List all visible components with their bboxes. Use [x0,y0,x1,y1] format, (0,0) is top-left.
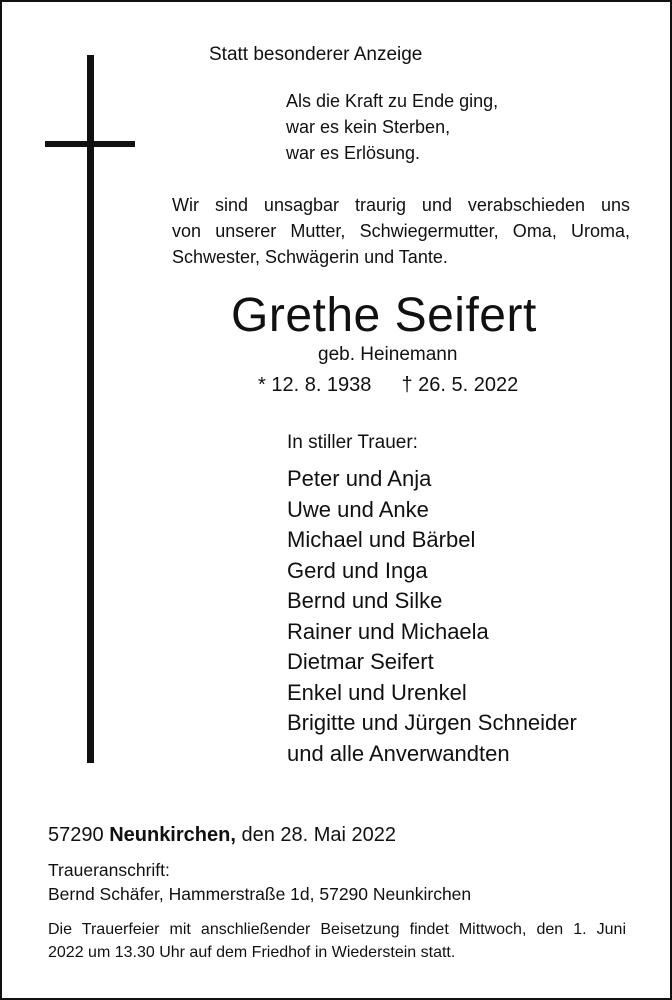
announcement-line: Schwester, Schwägerin und Tante. [172,247,448,267]
mourner-item: Uwe und Anke [287,496,429,522]
deceased-name: Grethe Seifert [231,289,537,342]
mourner-item: Gerd und Inga [287,557,428,583]
verse-line: war es Erlösung. [286,143,421,163]
mourner-item: Bernd und Silke [287,588,443,613]
mourner-item: Michael und Bärbel [287,527,476,552]
address-label: Traueranschrift: [48,860,170,880]
notice-header: Statt besonderer Anzeige [209,44,423,65]
cross-vertical-bar [87,55,94,763]
funeral-line: Die Trauerfeier mit anschließender Beisetzung findet Mittwoch, den 1. Juni [48,921,626,938]
place-name: Neunkirchen, [109,824,236,846]
life-dates [258,374,518,397]
funeral-line: 2022 um 13.30 Uhr auf dem Friedhof in Wiederstein statt. [48,944,456,961]
mourner-item: und alle Anverwandten [287,740,510,766]
mourning-address: Bernd Schäfer, Hammerstraße 1d, 57290 Neunkirchen [48,884,472,904]
death-date: † 26. 5. 2022 [401,374,519,396]
announcement-line: Wir sind unsagbar traurig und verabschieden uns [172,195,630,215]
mourner-item: Dietmar Seifert [287,649,434,674]
memorial-verse [286,88,498,166]
cross-horizontal-bar [45,141,135,147]
postal-code: 57290 [48,824,104,846]
funeral-info [48,918,626,964]
announcement-line: von unserer Mutter, Schwiegermutter, Oma, Uroma, [172,221,630,241]
notice-date: den 28. Mai 2022 [241,824,397,846]
mourner-item: Peter und Anja [287,466,432,491]
mourning-label: In stiller Trauer: [287,432,418,453]
verse-line: war es kein Sterben, [286,117,451,137]
mourner-item: Brigitte und Jürgen Schneider [287,710,577,735]
birth-date: * 12. 8. 1938 [258,374,372,396]
place-date-line [48,824,396,847]
verse-line: Als die Kraft zu Ende ging, [286,91,499,111]
mourner-item: Enkel und Urenkel [287,679,467,705]
birth-name: geb. Heinemann [318,344,458,365]
mourner-item: Rainer und Michaela [287,618,489,644]
announcement-text [172,192,630,270]
mourners-list [287,464,577,769]
